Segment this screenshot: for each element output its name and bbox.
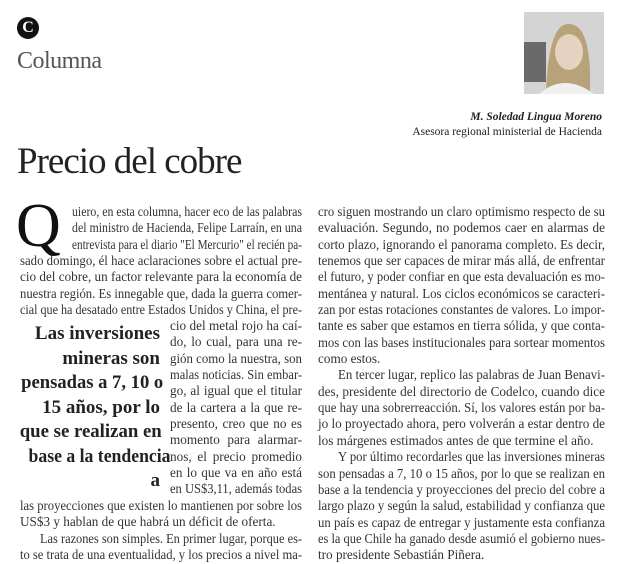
text-line: uiero, en esta columna, hacer eco de las palabras (72, 204, 302, 219)
pull-quote-line: Las inversiones (34, 323, 160, 344)
author-photo (524, 12, 604, 94)
text-line: tante es saber que estamos en tierra sólida, y que conta- (318, 318, 606, 334)
text-line: corto plazo, ignorando el panorama completo. Es decir, (318, 236, 606, 252)
text-line: que hay una sobrerreacción. Sí, los valores están por ba- (318, 400, 606, 416)
article-intro (20, 204, 302, 318)
text-line: de la cartera a la que re- (170, 399, 302, 415)
article-right-column (318, 204, 605, 564)
author-byline (412, 110, 602, 140)
text-line: En tercer lugar, replico las palabras de Juan Benavi- (338, 367, 606, 383)
pull-quote-line: 15 años, por lo (42, 396, 160, 418)
text-line: el futuro, y poder confiar en que esta devaluación es mo- (318, 269, 606, 285)
text-line: tro presidente Sebastián Piñera. (318, 547, 485, 563)
pull-quote-line: mineras son (62, 347, 160, 369)
article-title: Precio del cobre (17, 141, 242, 182)
text-line: es la que Chile ha ganado desde asumió el gobierno nues- (318, 530, 605, 546)
text-line: como estos. (318, 351, 381, 367)
section-label: Columna (17, 48, 102, 74)
text-line: cial que ha desatado entre Estados Unidos y China, el pre- (20, 302, 302, 318)
text-line: cro siguen mostrando un claro optimismo respecto de su (318, 204, 606, 219)
drop-cap: Q (16, 192, 61, 260)
author-role: Asesora regional ministerial de Hacienda (412, 126, 602, 138)
text-line: las proyecciones que existen lo mantienen por sobre los (20, 498, 302, 513)
pull-quote (18, 322, 171, 494)
text-line: tenemos que ser capaces de mirar más allá, de enfrentar (318, 253, 605, 269)
text-line: mos con las bases institucionales para sortear momentos (318, 334, 606, 350)
text-line: Y por último recordarles que las inversiones mineras (338, 449, 605, 465)
text-line: zan por estas rotaciones constantes de valores. Lo impor- (318, 302, 606, 318)
text-line: base a la tendencia y proyecciones del precio del cobre a (318, 481, 606, 497)
pull-quote-line: base a la tendencia (28, 445, 171, 467)
text-line: los márgenes estimados antes de que termine el año. (318, 432, 594, 448)
text-line: cio del cobre, un factor relevante para la economía de (20, 269, 303, 285)
text-line: gión como la nuestra, son (170, 350, 302, 366)
text-line: en US$3,11, además todas (170, 481, 302, 497)
text-line: to se trata de una eventualidad, y los precios a nivel ma- (20, 547, 303, 563)
text-line: del ministro de Hacienda, Felipe Larraín, en una (72, 220, 302, 236)
text-line: un país es capaz de entregar y justamente esta confianza (318, 514, 606, 530)
text-line: US$3 y hablan de que habrá un déficit de oferta. (20, 514, 276, 530)
text-line: nos, el precio promedio (170, 448, 302, 464)
author-name: M. Soledad Lingua Moreno (470, 111, 602, 123)
text-line: en lo que va en año está (170, 465, 302, 481)
text-line: jo lo proyectado ahora, pero volverán a estar dentro de (318, 416, 606, 432)
text-line: mentánea y natural. Los ciclos económicos se caracteri- (318, 285, 606, 301)
article-left-tail (20, 498, 302, 563)
text-line: son pensadas a 7, 10 o 15 años, por lo que se realizan en (318, 465, 606, 481)
text-line: des, presidente del directorio de Codelco, cuando dice (318, 383, 605, 399)
article-narrow-column (170, 318, 302, 498)
text-line: sado domingo, él hace aclaraciones sobre el actual pre- (20, 253, 302, 269)
text-line: Las razones son simples. En primer lugar, porque es- (40, 530, 303, 546)
text-line: malas noticias. Sin embar- (170, 367, 303, 383)
text-line: evaluación. Segundo, no podemos caer en alarmas de (318, 220, 605, 236)
text-line: nuestra región. Es innegable que, dada la guerra comer- (20, 285, 302, 301)
pull-quote-line: que se realizan en (19, 421, 162, 442)
text-line: do, lo cual, para una re- (170, 334, 302, 350)
text-line: go, al igual que el titular (170, 383, 302, 399)
text-line: presento, creo que no es (170, 416, 302, 432)
text-line: momento para alarmar- (170, 432, 302, 448)
pull-quote-line: a (150, 470, 160, 491)
text-line: largo plazo y según la salud, estabilidad y confianza que (318, 498, 605, 514)
text-line: cio del metal rojo ha caí- (170, 318, 302, 333)
column-badge-icon: C (17, 17, 39, 39)
pull-quote-line: pensadas a 7, 10 o (21, 372, 164, 393)
text-line: entrevista para el diario "El Mercurio" el recién pa- (72, 236, 302, 252)
